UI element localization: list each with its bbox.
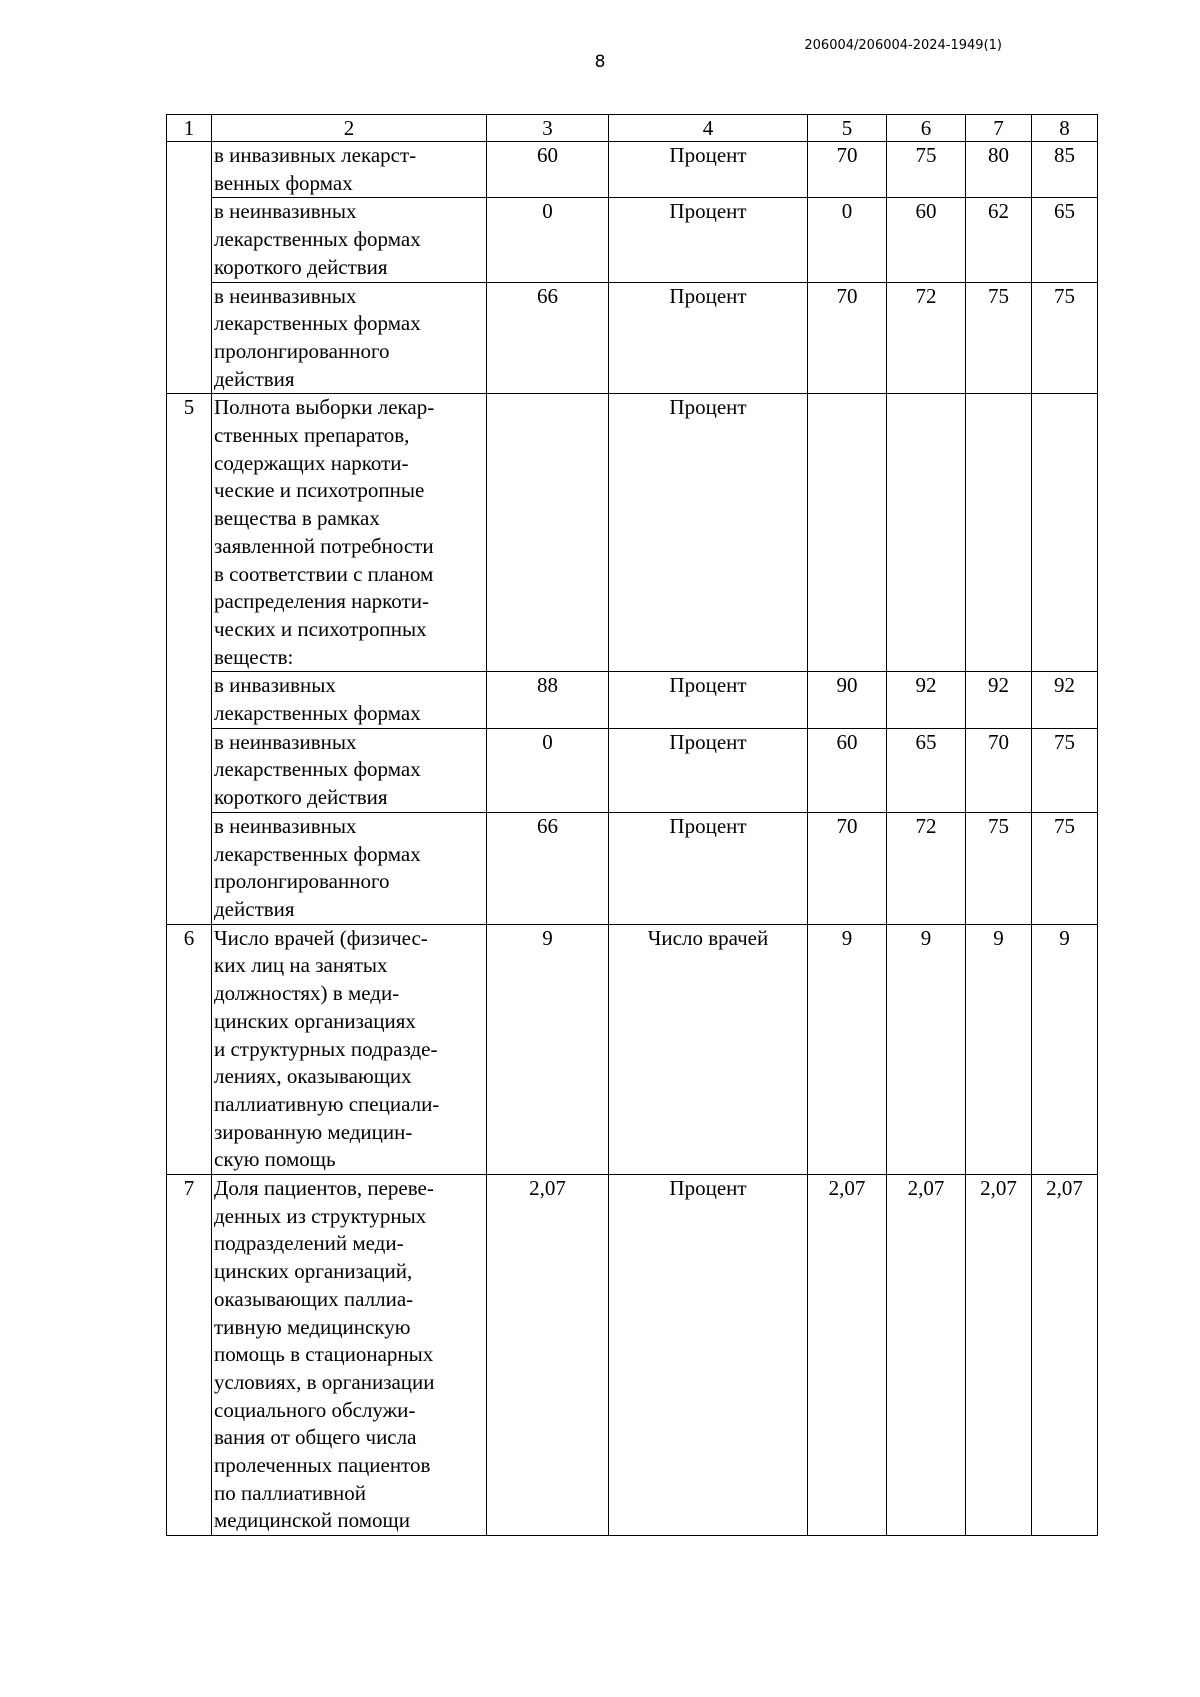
column-number: 7 <box>966 115 1032 142</box>
value-cell: 2,07 <box>887 1175 966 1536</box>
unit-cell: Процент <box>609 282 808 394</box>
value-cell: 65 <box>1032 198 1098 282</box>
value-cell: 92 <box>887 672 966 728</box>
value-cell: 85 <box>1032 142 1098 198</box>
value-cell <box>966 394 1032 672</box>
value-cell: 9 <box>808 924 887 1174</box>
unit-cell: Процент <box>609 812 808 924</box>
table-body <box>167 115 1098 1536</box>
value-cell: 2,07 <box>1032 1175 1098 1536</box>
indicator-name-cell: Число врачей (физичес- ких лиц на занятых должностях) в меди- цинских организациях и структурных подразде- лениях, оказывающих паллиативную специали- зированную медицин- скую помощь <box>212 924 487 1174</box>
document-id: 206004/206004-2024-1949(1) <box>804 38 1002 53</box>
value-cell: 75 <box>1032 728 1098 812</box>
indicator-name-cell: в инвазивных лекарст- венных формах <box>212 142 487 198</box>
page-number: 8 <box>594 52 606 72</box>
row-number-cell: 6 <box>167 924 212 1174</box>
row-number-cell: 7 <box>167 1175 212 1536</box>
table-row <box>167 1175 1098 1536</box>
table-row <box>167 142 1098 198</box>
indicator-name-cell: в неинвазивных лекарственных формах короткого действия <box>212 728 487 812</box>
column-number-row <box>167 115 1098 142</box>
indicator-name-cell: в неинвазивных лекарственных формах пролонгированного действия <box>212 812 487 924</box>
value-cell: 92 <box>966 672 1032 728</box>
value-cell: 70 <box>808 812 887 924</box>
indicators-table <box>166 114 1098 1536</box>
base-value-cell: 66 <box>487 812 609 924</box>
value-cell: 65 <box>887 728 966 812</box>
unit-cell: Число врачей <box>609 924 808 1174</box>
column-number: 5 <box>808 115 887 142</box>
value-cell: 60 <box>808 728 887 812</box>
value-cell: 62 <box>966 198 1032 282</box>
table-row <box>167 672 1098 728</box>
row-number-cell: 5 <box>167 394 212 924</box>
value-cell <box>887 394 966 672</box>
indicator-name-cell: в неинвазивных лекарственных формах короткого действия <box>212 198 487 282</box>
value-cell: 72 <box>887 282 966 394</box>
base-value-cell: 0 <box>487 198 609 282</box>
unit-cell: Процент <box>609 394 808 672</box>
value-cell: 75 <box>966 812 1032 924</box>
table-row <box>167 728 1098 812</box>
indicator-name-cell: в неинвазивных лекарственных формах пролонгированного действия <box>212 282 487 394</box>
base-value-cell: 60 <box>487 142 609 198</box>
value-cell: 70 <box>808 282 887 394</box>
table-row <box>167 812 1098 924</box>
base-value-cell: 88 <box>487 672 609 728</box>
unit-cell: Процент <box>609 142 808 198</box>
value-cell: 0 <box>808 198 887 282</box>
base-value-cell <box>487 394 609 672</box>
column-number: 2 <box>212 115 487 142</box>
value-cell: 90 <box>808 672 887 728</box>
column-number: 4 <box>609 115 808 142</box>
value-cell: 9 <box>966 924 1032 1174</box>
unit-cell: Процент <box>609 1175 808 1536</box>
indicator-name-cell: Доля пациентов, переве- денных из структурных подразделений меди- цинских организаций, оказывающих паллиа- тивную медицинскую помощь в стационарных условиях, в организации социального обслужи- вания от общего числа пролеченных пациентов по паллиативной медицинской помощи <box>212 1175 487 1536</box>
value-cell: 60 <box>887 198 966 282</box>
indicator-name-cell: Полнота выборки лекар- ственных препаратов, содержащих наркоти- ческие и психотропные вещества в рамках заявленной потребности в соответствии с планом распределения наркоти- ческих и психотропных веществ: <box>212 394 487 672</box>
column-number: 3 <box>487 115 609 142</box>
value-cell: 75 <box>887 142 966 198</box>
value-cell: 70 <box>808 142 887 198</box>
table-row <box>167 394 1098 672</box>
base-value-cell: 0 <box>487 728 609 812</box>
unit-cell: Процент <box>609 672 808 728</box>
table-row <box>167 924 1098 1174</box>
indicator-name-cell: в инвазивных лекарственных формах <box>212 672 487 728</box>
value-cell: 9 <box>887 924 966 1174</box>
unit-cell: Процент <box>609 198 808 282</box>
value-cell: 80 <box>966 142 1032 198</box>
value-cell: 9 <box>1032 924 1098 1174</box>
column-number: 8 <box>1032 115 1098 142</box>
row-number-cell <box>167 142 212 394</box>
base-value-cell: 9 <box>487 924 609 1174</box>
value-cell <box>1032 394 1098 672</box>
value-cell: 2,07 <box>966 1175 1032 1536</box>
base-value-cell: 66 <box>487 282 609 394</box>
value-cell: 70 <box>966 728 1032 812</box>
value-cell: 2,07 <box>808 1175 887 1536</box>
value-cell: 92 <box>1032 672 1098 728</box>
table-row <box>167 282 1098 394</box>
value-cell: 75 <box>1032 812 1098 924</box>
value-cell: 72 <box>887 812 966 924</box>
value-cell <box>808 394 887 672</box>
column-number: 1 <box>167 115 212 142</box>
value-cell: 75 <box>966 282 1032 394</box>
base-value-cell: 2,07 <box>487 1175 609 1536</box>
table-row <box>167 198 1098 282</box>
unit-cell: Процент <box>609 728 808 812</box>
column-number: 6 <box>887 115 966 142</box>
value-cell: 75 <box>1032 282 1098 394</box>
